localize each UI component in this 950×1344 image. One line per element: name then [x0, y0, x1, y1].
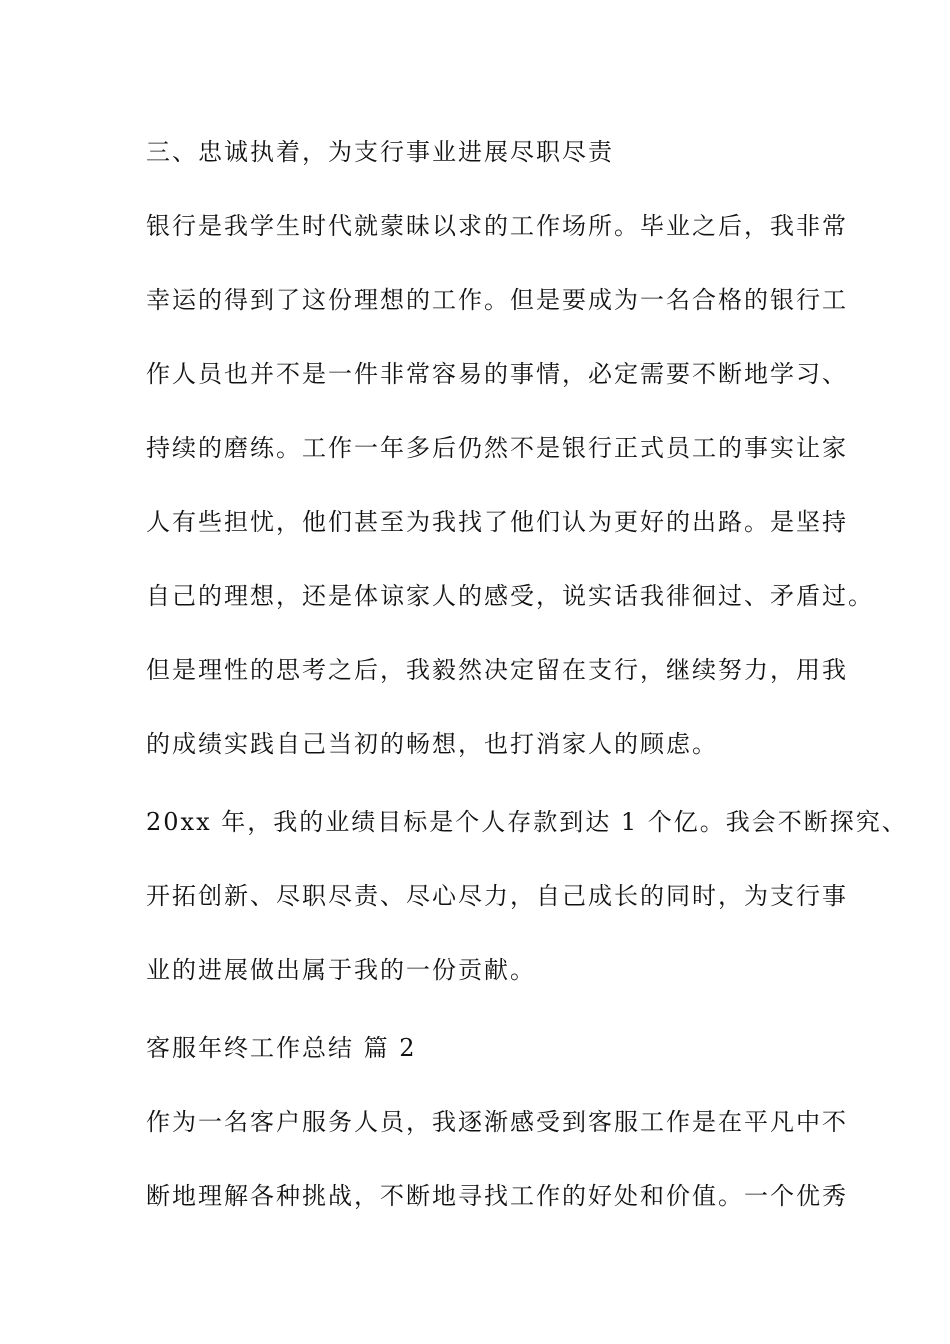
- section-heading: 三、忠诚执着，为支行事业进展尽职尽责: [146, 138, 614, 166]
- paragraph-line: 业的进展做出属于我的一份贡献。: [146, 956, 536, 984]
- paragraph-line: 持续的磨练。工作一年多后仍然不是银行正式员工的事实让家: [146, 434, 848, 462]
- paragraph-line: 银行是我学生时代就蒙昧以求的工作场所。毕业之后，我非常: [146, 212, 848, 240]
- paragraph-line: 但是理性的思考之后，我毅然决定留在支行，继续努力，用我: [146, 656, 848, 684]
- paragraph-line: 人有些担忧，他们甚至为我找了他们认为更好的出路。是坚持: [146, 508, 848, 536]
- paragraph-line: 开拓创新、尽职尽责、尽心尽力，自己成长的同时，为支行事: [146, 882, 848, 910]
- paragraph-line: 断地理解各种挑战，不断地寻找工作的好处和价值。一个优秀: [146, 1182, 848, 1210]
- paragraph-line: 20xx 年，我的业绩目标是个人存款到达 1 个亿。我会不断探究、: [146, 808, 908, 836]
- paragraph-line: 的成绩实践自己当初的畅想，也打消家人的顾虑。: [146, 730, 718, 758]
- paragraph-line: 作人员也并不是一件非常容易的事情，必定需要不断地学习、: [146, 360, 848, 388]
- paragraph-line: 作为一名客户服务人员，我逐渐感受到客服工作是在平凡中不: [146, 1108, 848, 1136]
- paragraph-line: 幸运的得到了这份理想的工作。但是要成为一名合格的银行工: [146, 286, 848, 314]
- paragraph-line: 自己的理想，还是体谅家人的感受，说实话我徘徊过、矛盾过。: [146, 582, 874, 610]
- section-title: 客服年终工作总结 篇 2: [146, 1034, 417, 1062]
